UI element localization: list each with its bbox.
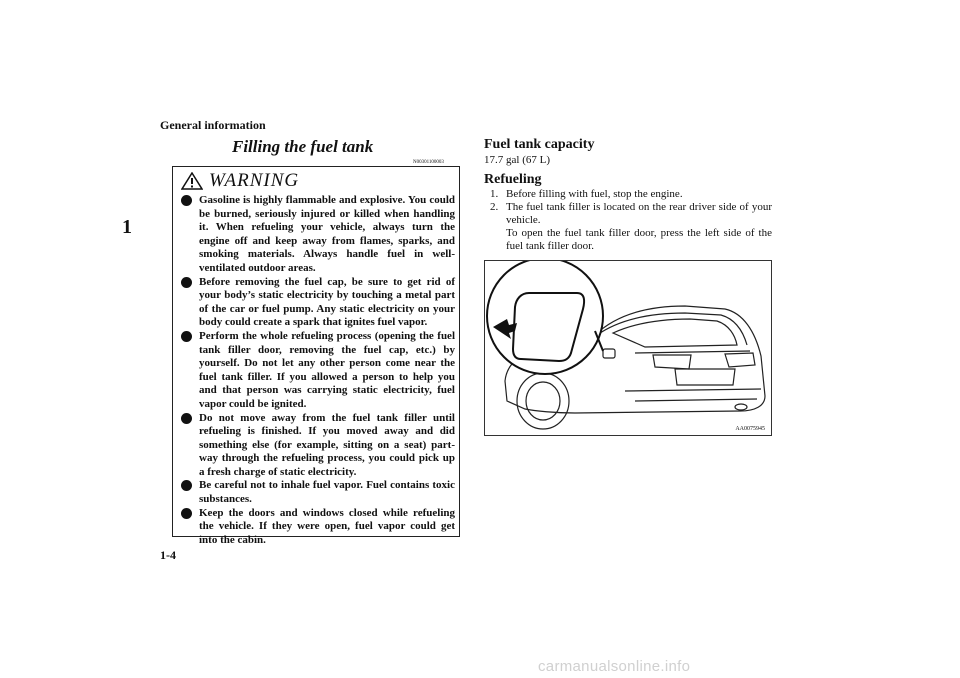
refueling-steps	[490, 188, 772, 253]
refueling-title: Refueling	[484, 172, 542, 187]
watermark: carmanualsonline.info	[538, 658, 691, 675]
page-number: 1-4	[160, 548, 176, 562]
step-text: The fuel tank filler is located on the rear driver side of your vehicle.	[506, 201, 772, 226]
warning-header	[181, 171, 299, 191]
warning-triangle-icon	[181, 172, 203, 190]
fuel-door-illustration	[484, 260, 772, 436]
warning-item-text: Keep the doors and windows closed while refueling the vehicle. If they were open, fuel vapor could get into the cabin.	[199, 506, 455, 546]
section-title: Filling the fuel tank	[232, 137, 374, 156]
warning-item-text: Be careful not to inhale fuel vapor. Fuel contains toxic substances.	[199, 479, 455, 506]
car-rear-illustration	[485, 261, 772, 436]
capacity-title: Fuel tank capacity	[484, 137, 595, 152]
bullet-icon	[181, 277, 192, 288]
bullet-icon	[181, 480, 192, 491]
step-number: 2.	[490, 201, 499, 213]
step-item	[490, 188, 772, 201]
warning-item	[181, 412, 455, 480]
warning-item	[181, 194, 455, 276]
step-text: Before filling with fuel, stop the engine.	[506, 188, 683, 200]
warning-label: WARNING	[209, 170, 300, 191]
warning-list	[181, 194, 455, 547]
warning-item-text: Before removing the fuel cap, be sure to get rid of your body’s static electricity by touching a metal part of the car or fuel pump. Any static electricity on your body could create a spark that ignites fuel vapor.	[199, 275, 455, 329]
warning-box	[172, 166, 460, 546]
warning-item	[181, 479, 455, 506]
warning-item	[181, 330, 455, 412]
warning-item-text: Do not move away from the fuel tank filler until refueling is finished. If you moved away and did something else (for example, sitting on a seat) part-way through the refueling process, you could pick up a fresh charge of static electricity.	[199, 411, 455, 478]
step-item	[490, 201, 772, 253]
section-code: N00301100003	[413, 160, 444, 165]
step-number: 1.	[490, 188, 499, 200]
bullet-icon	[181, 413, 192, 424]
capacity-value: 17.7 gal (67 L)	[484, 154, 550, 166]
step-note: To open the fuel tank filler door, press the left side of the fuel tank filler door.	[506, 227, 772, 252]
running-header: General information	[160, 118, 266, 132]
bullet-icon	[181, 331, 192, 342]
warning-item	[181, 276, 455, 330]
bullet-icon	[181, 508, 192, 519]
bullet-icon	[181, 195, 192, 206]
chapter-number: 1	[122, 216, 132, 238]
image-code: AA0075945	[735, 426, 765, 432]
warning-item-text: Gasoline is highly flammable and explosive. You could be burned, seriously injured or killed when handling it. When refueling your vehicle, always turn the engine off and keep away from flames, sparks, and smoking materials. Always handle fuel in well-ventilated outdoor areas.	[199, 194, 455, 274]
warning-item	[181, 507, 455, 548]
warning-item-text: Perform the whole refueling process (opening the fuel tank filler door, removing the fuel cap, etc.) by yourself. Do not let any other person come near the fuel tank filler. If you allowed a person to help you and that person was carrying static electricity, fuel vapor could be ignited.	[199, 329, 455, 410]
